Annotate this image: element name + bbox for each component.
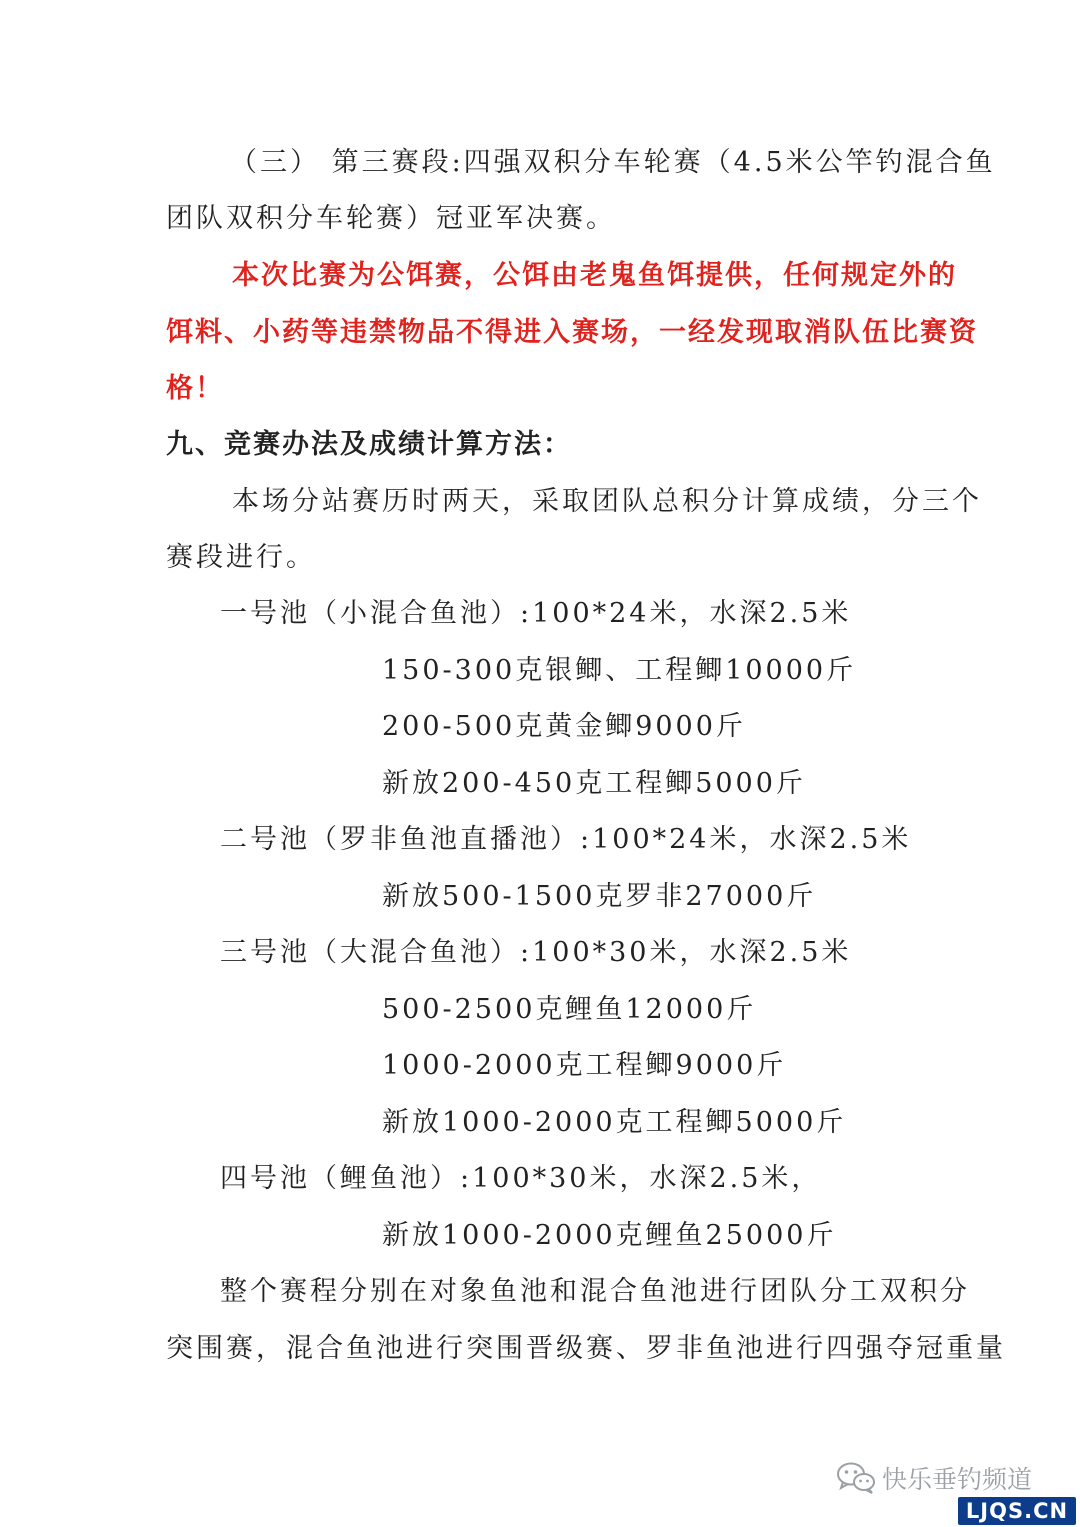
text-line-stage3: （三） 第三赛段:四强双积分车轮赛（4.5米公竿钓混合鱼	[230, 147, 996, 178]
pool-3-stock-1: 500-2500克鲤鱼12000斤	[382, 994, 757, 1025]
pool-2-title: 二号池（罗非鱼池直播池）:100*24米，水深2.5米	[220, 824, 912, 855]
site-badge: LJQS.CN	[958, 1497, 1076, 1525]
wechat-watermark	[836, 1460, 1032, 1496]
pool-4-title: 四号池（鲤鱼池）:100*30米，水深2.5米，	[220, 1163, 822, 1194]
wechat-icon	[836, 1461, 876, 1495]
pool-4-stock-1: 新放1000-2000克鲤鱼25000斤	[382, 1220, 837, 1251]
pool-3-stock-3: 新放1000-2000克工程鲫5000斤	[382, 1107, 847, 1138]
pool-1-title: 一号池（小混合鱼池）:100*24米，水深2.5米	[220, 598, 852, 629]
watermark-text: 快乐垂钓频道	[882, 1465, 1033, 1494]
paragraph-line-1: 本场分站赛历时两天，采取团队总积分计算成绩，分三个	[232, 486, 982, 517]
section-heading: 九、竞赛办法及成绩计算方法：	[166, 429, 572, 460]
notice-line-2: 饵料、小药等违禁物品不得进入赛场，一经发现取消队伍比赛资	[166, 317, 978, 348]
text-line-final: 团队双积分车轮赛）冠亚军决赛。	[166, 203, 616, 234]
pool-3-title: 三号池（大混合鱼池）:100*30米，水深2.5米	[220, 937, 852, 968]
pool-3-stock-2: 1000-2000克工程鲫9000斤	[382, 1050, 787, 1081]
paragraph-line-2: 赛段进行。	[166, 542, 316, 573]
notice-line-1: 本次比赛为公饵赛，公饵由老鬼鱼饵提供，任何规定外的	[232, 260, 957, 291]
pool-1-stock-1: 150-300克银鲫、工程鲫10000斤	[382, 655, 857, 686]
notice-line-3: 格！	[166, 373, 224, 404]
paragraph-line-3: 整个赛程分别在对象鱼池和混合鱼池进行团队分工双积分	[220, 1276, 970, 1307]
paragraph-line-4: 突围赛，混合鱼池进行突围晋级赛、罗非鱼池进行四强夺冠重量	[166, 1333, 1006, 1364]
pool-1-stock-3: 新放200-450克工程鲫5000斤	[382, 768, 806, 799]
pool-1-stock-2: 200-500克黄金鲫9000斤	[382, 711, 746, 742]
pool-2-stock-1: 新放500-1500克罗非27000斤	[382, 881, 817, 912]
